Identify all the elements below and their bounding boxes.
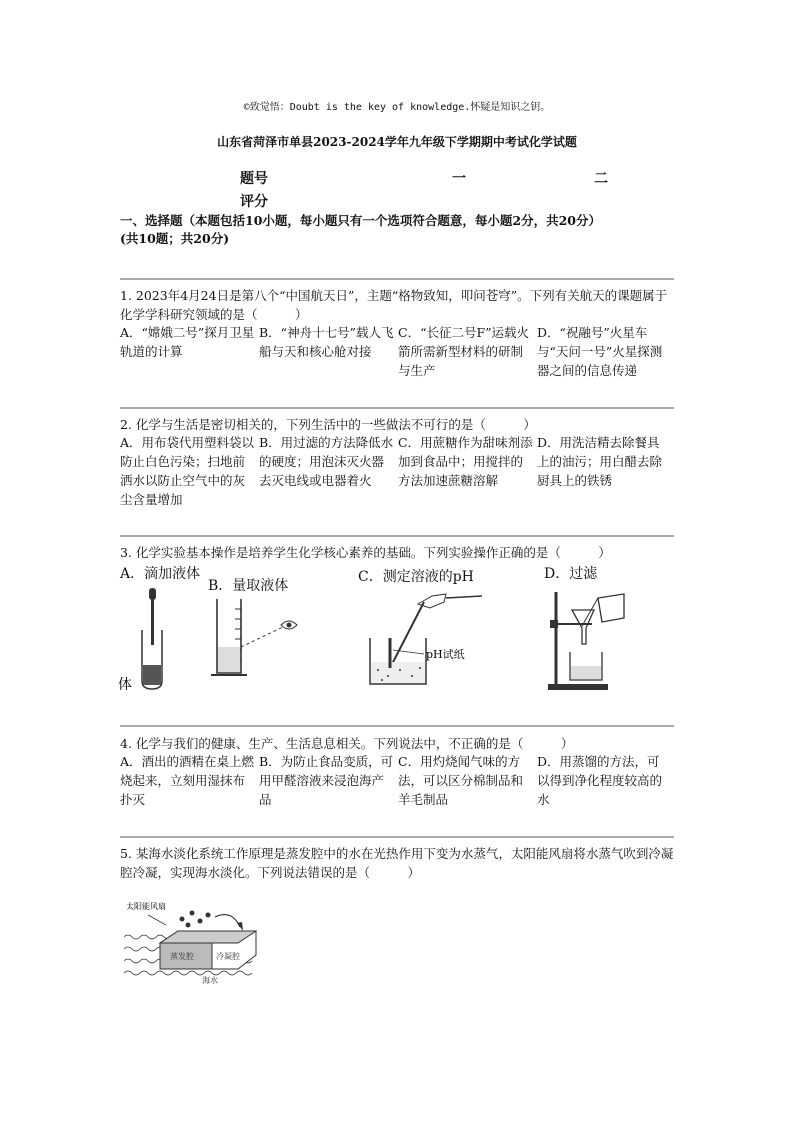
sight-line <box>241 627 283 647</box>
score-col-1: 一 <box>452 171 466 187</box>
option-b-label[interactable]: B．量取液体 <box>208 578 289 594</box>
question-1-stem: 1. 2023年4月24日是第八个“中国航天日”，主题“格物致知，叩问苍穹”。下列有关航天的课题属于化学学科研究领域的是（ ） <box>120 288 668 322</box>
liquid <box>143 665 161 685</box>
airflow-arrow <box>215 915 240 927</box>
ph-paper-label: pH试纸 <box>426 648 465 661</box>
filtration-figure <box>544 584 634 694</box>
section-subtitle: (共10题；共20分) <box>120 231 230 246</box>
ph-test-figure <box>360 588 500 693</box>
option-a[interactable]: A．“嫦娥二号”探月卫星轨道的计算 <box>120 325 255 359</box>
evap-label: 蒸发腔 <box>170 952 194 961</box>
fan-label: 太阳能风扇 <box>126 902 166 911</box>
option-a[interactable]: A．酒出的酒精在桌上燃烧起来，立刻用湿抹布扑灭 <box>120 754 255 807</box>
divider <box>120 535 674 537</box>
dropper-bulb <box>149 588 156 600</box>
divider <box>120 836 674 838</box>
pouring-rod <box>582 598 598 626</box>
option-c-label[interactable]: C．测定溶液的pH <box>358 569 474 585</box>
page-title: 山东省菏泽市单县2023-2024学年九年级下学期期中考试化学试题 <box>217 135 577 149</box>
option-b[interactable]: B．“神舟十七号”载人飞船与天和核心舱对接 <box>259 325 394 359</box>
option-a[interactable]: A．用布袋代用塑料袋以防止白色污染；扫地前洒水以防止空气中的灰尘含量增加 <box>120 435 255 507</box>
divider <box>120 278 674 280</box>
option-c[interactable]: C．用蔗糖作为甜味剂添加到食品中；用搅拌的方法加速蔗糖溶解 <box>398 435 533 488</box>
question-2-options <box>120 433 676 509</box>
motto: ©致觉悟：Doubt is the key of knowledge.怀疑是知识之钥。 <box>243 102 551 113</box>
desalination-diagram <box>120 895 270 990</box>
question-4-stem: 4. 化学与我们的健康、生产、生活息息相关。下列说法中，不正确的是（ ） <box>120 736 574 751</box>
option-d-label[interactable]: D．过滤 <box>544 566 598 582</box>
option-c[interactable]: C．用灼烧闻气味的方法，可以区分棉制品和羊毛制品 <box>398 754 524 807</box>
divider <box>120 407 674 409</box>
option-a-label[interactable]: A．滴加液体 <box>120 566 201 582</box>
divider <box>120 725 674 727</box>
solution <box>371 662 425 683</box>
question-3-stem: 3. 化学实验基本操作是培养学生化学核心素养的基础。下列实验操作正确的是（ ） <box>120 545 611 560</box>
vapor-particles <box>180 911 211 928</box>
glass-rod <box>390 602 424 668</box>
graduated-cylinder-figure <box>205 595 305 685</box>
tilted-beaker <box>598 594 624 622</box>
sleeve-line <box>446 596 482 598</box>
question-4-options <box>120 752 676 809</box>
filtrate <box>571 666 601 679</box>
question-1-options <box>120 323 676 380</box>
option-d[interactable]: D．“祝融号”火星车与“天问一号”火星探测器之间的信息传递 <box>537 325 663 378</box>
sea-label: 海水 <box>202 976 218 985</box>
option-c[interactable]: C．“长征二号F”运载火箭所需新型材料的研制与生产 <box>398 325 530 378</box>
stand-base <box>548 684 608 690</box>
liquid <box>218 647 240 672</box>
score-col-2: 二 <box>594 171 608 187</box>
section-title: 一、选择题（本题包括10小题，每小题只有一个选项符合题意，每小题2分，共20分） <box>120 213 601 228</box>
option-a-label-tail: 体 <box>118 677 132 693</box>
funnel <box>572 610 594 644</box>
score-row-label: 评分 <box>240 194 268 210</box>
question-2-stem: 2. 化学与生活是密切相关的，下列生活中的一些做法不可行的是（ ） <box>120 417 536 432</box>
dropper-test-tube-figure <box>118 585 188 695</box>
score-header-label: 题号 <box>240 171 268 187</box>
option-b[interactable]: B．为防止食品变质，可用甲醛溶液来浸泡海产品 <box>259 754 394 807</box>
question-5-stem: 5. 某海水淡化系统工作原理是蒸发腔中的水在光热作用下变为水蒸气，太阳能风扇将水蒸气吹到冷凝腔冷凝，实现海水淡化。下列说法错误的是（ ） <box>120 846 674 880</box>
option-b[interactable]: B．用过滤的方法降低水的硬度；用泡沫灭火器去灭电线或电器着火 <box>259 435 394 488</box>
section-heading <box>120 212 680 248</box>
option-d[interactable]: D．用蒸馏的方法，可以得到净化程度较高的水 <box>537 754 663 807</box>
option-d[interactable]: D．用洗洁精去除餐具上的油污；用白醋去除厨具上的铁锈 <box>537 435 663 488</box>
cond-label: 冷凝腔 <box>216 952 240 961</box>
